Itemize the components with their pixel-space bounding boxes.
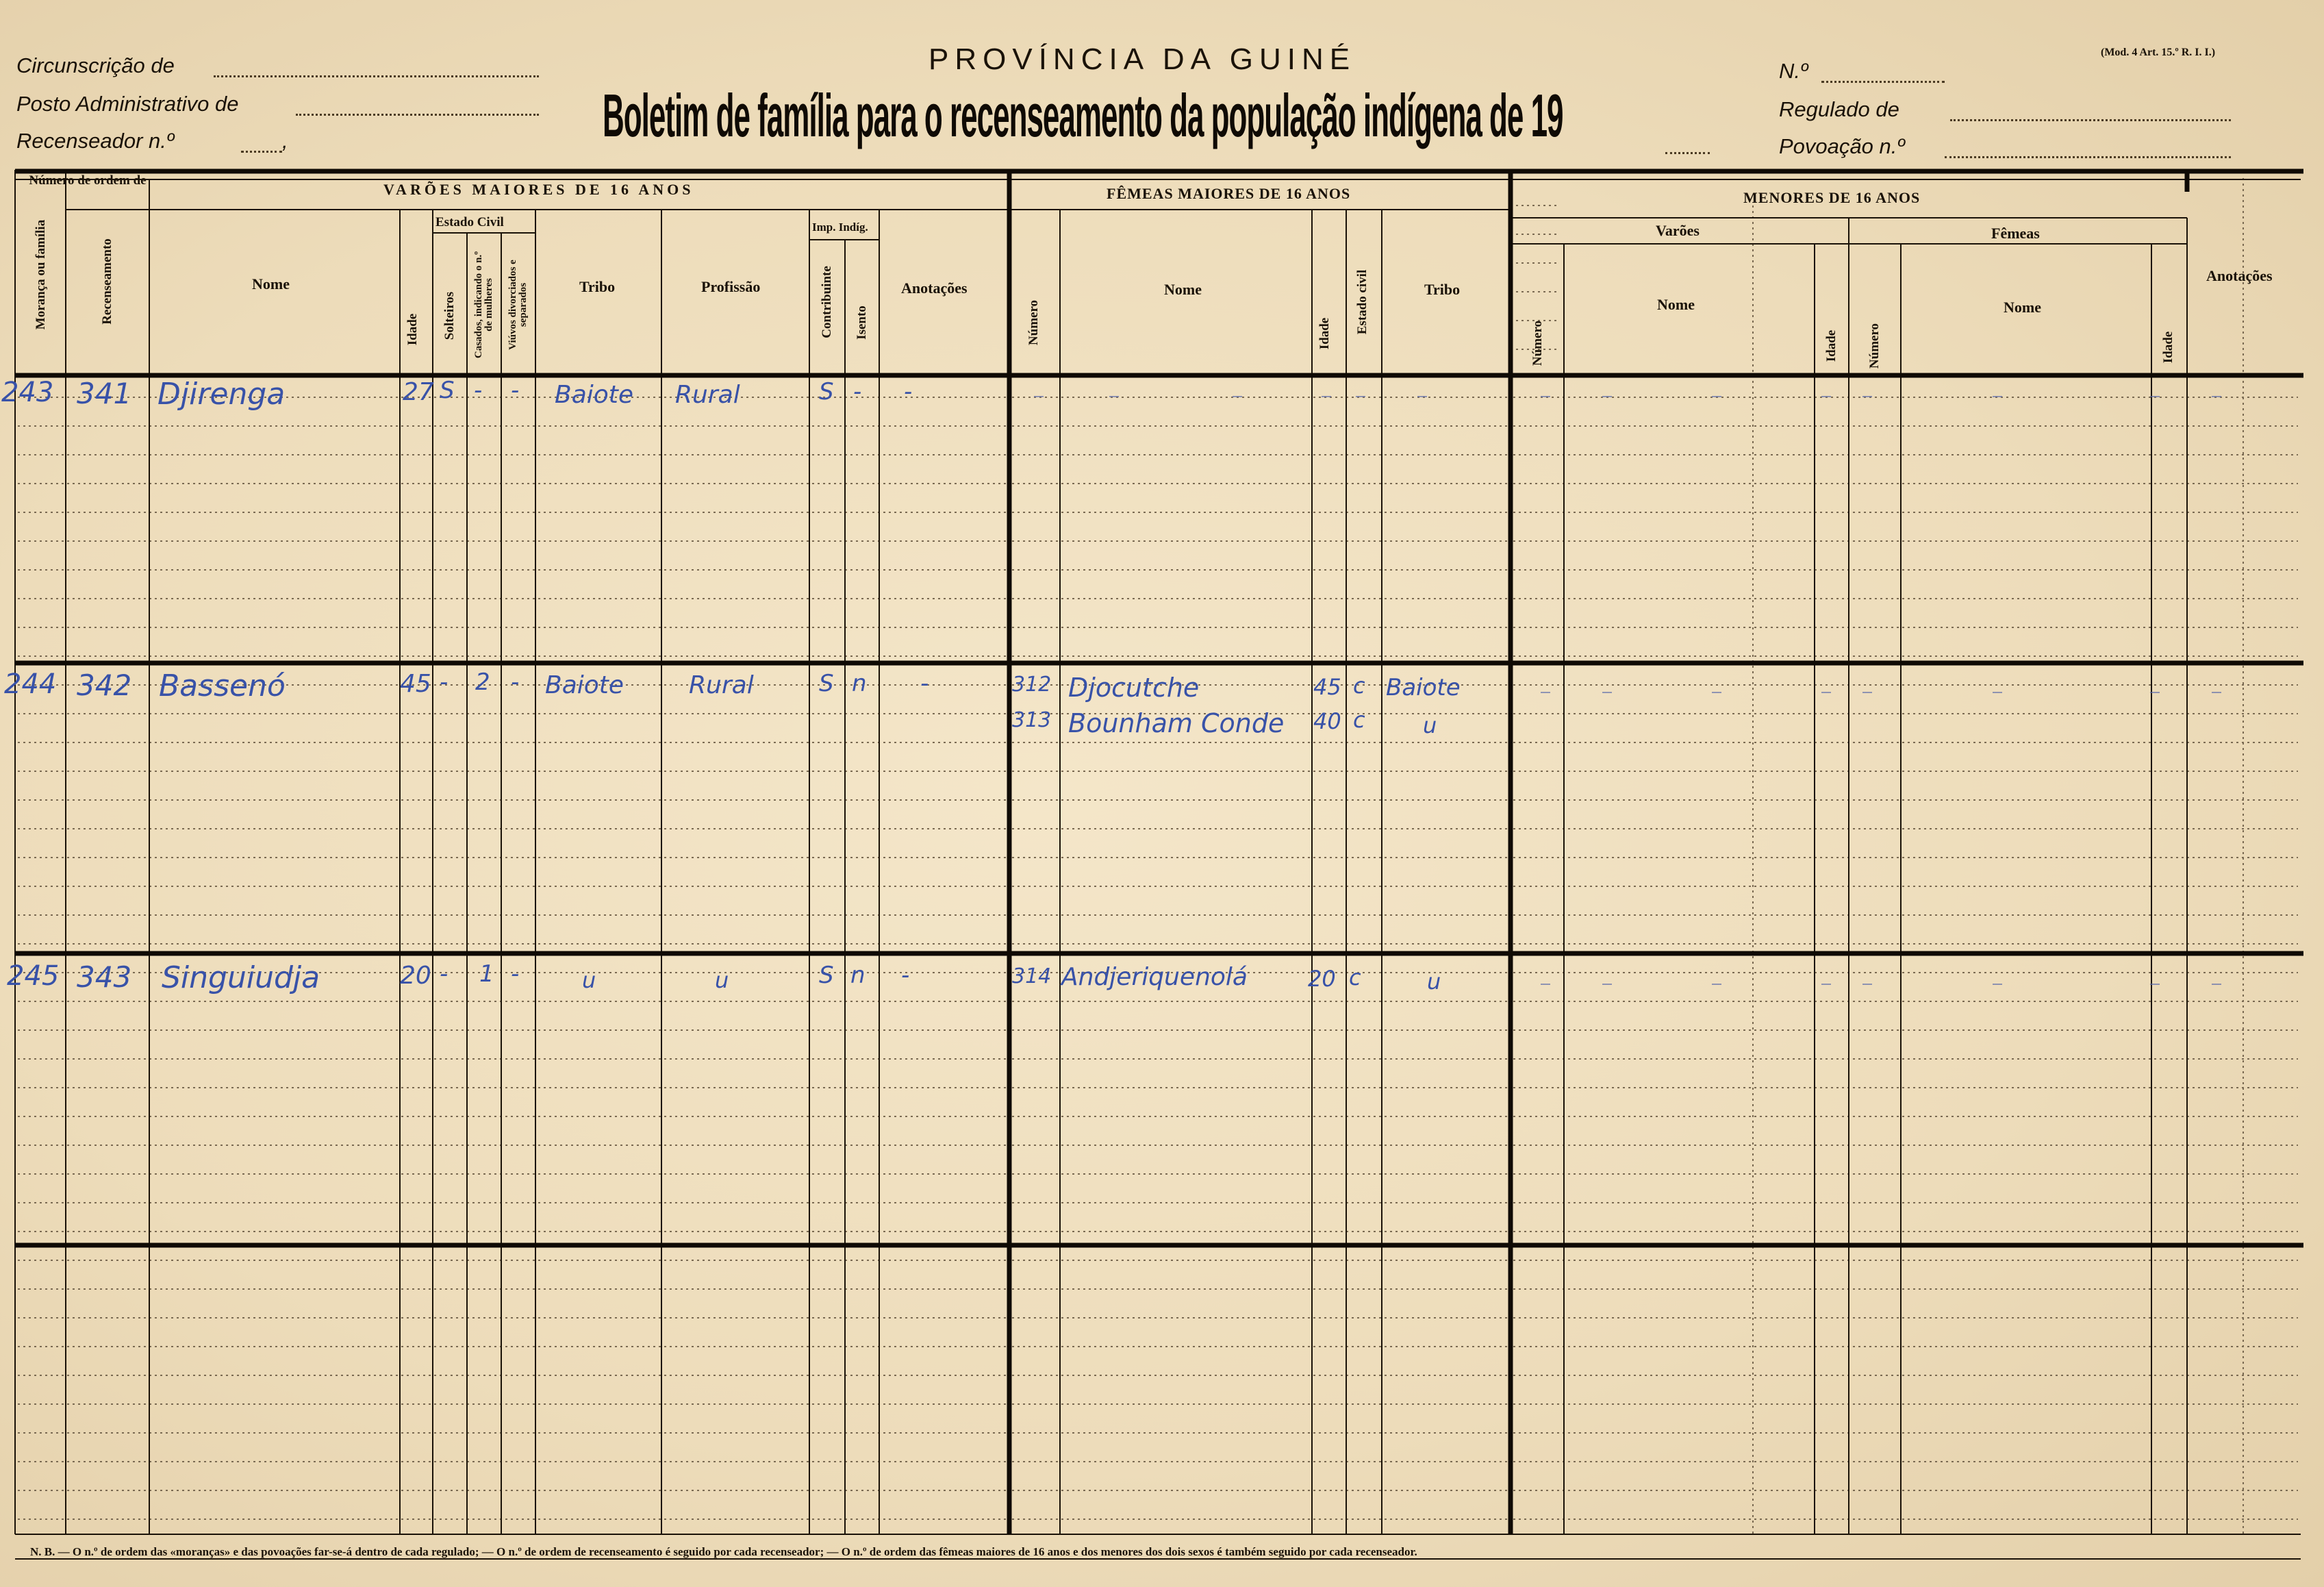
- blank-dash-mark: [1541, 692, 1550, 693]
- row-profissao[interactable]: Rural: [675, 381, 740, 409]
- row-tribo[interactable]: Baiote: [545, 671, 624, 699]
- row-contribuinte[interactable]: S: [819, 378, 834, 405]
- row-profissao[interactable]: u: [715, 967, 729, 993]
- row-viuvos[interactable]: -: [511, 668, 520, 696]
- row-casados[interactable]: 1: [479, 960, 494, 988]
- province-title: PROVÍNCIA DA GUINÉ: [929, 42, 1356, 76]
- footnote: N. B. — O n.º de ordem das «moranças» e das povoações far-se-á dentro de cada regulado; — O n.º de ordem de recenseamento é seguido por cada recenseador; — O n.º de ordem das fêmeas maiores de 16 anos e dos menores dos dois sexos é também seguido por cada recenseador.: [30, 1545, 1417, 1558]
- row-idade[interactable]: 45: [400, 670, 431, 698]
- numero-label: N.º: [1779, 59, 1808, 83]
- moranca-header: Morança ou família: [34, 219, 48, 330]
- contribuinte-header: Contribuinte: [820, 266, 834, 338]
- row-viuvos[interactable]: -: [511, 377, 520, 404]
- row-moranca[interactable]: 245: [7, 960, 60, 992]
- recenseador-sep: ,: [282, 129, 288, 153]
- row-contribuinte[interactable]: S: [819, 670, 834, 697]
- blank-dash-mark: [1862, 396, 1872, 397]
- blank-dash-mark: [1862, 692, 1872, 693]
- blank-dash-mark: [2212, 984, 2221, 985]
- female-estado[interactable]: c: [1353, 673, 1365, 699]
- femeas-numero-header: Número: [1026, 299, 1041, 346]
- blank-dash-mark: [1602, 396, 1612, 397]
- recenseamento-header: Recenseamento: [100, 238, 114, 325]
- female-numero[interactable]: 313: [1012, 708, 1052, 732]
- female-idade[interactable]: 20: [1308, 966, 1336, 992]
- blank-dash-mark: [2212, 396, 2221, 397]
- circunscricao-label: Circunscrição de: [16, 53, 175, 77]
- blank-dash-mark: [1233, 396, 1242, 397]
- blank-dash-mark: [1109, 396, 1119, 397]
- isento-header: Isento: [855, 305, 869, 340]
- blank-dash-mark: [1821, 396, 1831, 397]
- anotacoes-final-header: Anotações: [2206, 267, 2273, 284]
- female-numero[interactable]: 314: [1012, 964, 1052, 988]
- menores-femeas-nome-header: Nome: [2004, 299, 2041, 316]
- model-reference: (Mod. 4 Art. 15.º R. I. I.): [2101, 47, 2216, 58]
- imp-indig-header: Imp. Indíg.: [812, 221, 868, 234]
- female-nome[interactable]: Andjeriquenolá: [1061, 963, 1248, 991]
- femeas-group-header: FÊMEAS MAIORES DE 16 ANOS: [1107, 185, 1351, 202]
- blank-dash-mark: [1034, 396, 1044, 397]
- tribo-header: Tribo: [579, 278, 616, 295]
- female-tribo[interactable]: u: [1423, 712, 1437, 738]
- row-tribo[interactable]: Baiote: [555, 381, 634, 409]
- blank-dash-mark: [1602, 692, 1612, 693]
- casados-header: Casados, indicando o n.º de mulheres: [473, 251, 494, 359]
- menores-varoes-nome-header: Nome: [1657, 296, 1695, 313]
- blank-dash-mark: [1541, 396, 1550, 397]
- female-estado[interactable]: c: [1349, 964, 1361, 990]
- menores-femeas-header: Fêmeas: [1991, 225, 2040, 242]
- blank-dash-mark: [2150, 984, 2160, 985]
- female-idade[interactable]: 40: [1313, 708, 1341, 734]
- menores-varoes-numero-header: Número: [1530, 320, 1545, 366]
- menores-group-header: MENORES DE 16 ANOS: [1743, 189, 1921, 206]
- idade-header: Idade: [405, 313, 420, 346]
- solteiros-header: Solteiros: [442, 291, 457, 340]
- row-nome[interactable]: Bassenó: [159, 668, 286, 703]
- femeas-estado-header: Estado civil: [1355, 269, 1369, 335]
- profissao-header: Profissão: [701, 278, 761, 295]
- estado-civil-header: Estado Civil: [435, 215, 504, 229]
- row-anotacoes[interactable]: -: [901, 962, 910, 989]
- row-moranca[interactable]: 244: [4, 668, 57, 700]
- regulado-label: Regulado de: [1779, 97, 1899, 121]
- menores-femeas-numero-header: Número: [1867, 323, 1882, 369]
- row-nome[interactable]: Djirenga: [157, 377, 286, 412]
- row-isento[interactable]: -: [853, 378, 862, 405]
- blank-dash-mark: [1862, 984, 1872, 985]
- varoes-group-header: VARÕES MAIORES DE 16 ANOS: [383, 181, 694, 198]
- row-recenseamento[interactable]: 342: [77, 668, 132, 702]
- blank-dash-mark: [1712, 692, 1721, 693]
- blank-dash-mark: [1993, 984, 2002, 985]
- blank-dash-mark: [1541, 984, 1550, 985]
- posto-label: Posto Administrativo de: [16, 92, 239, 116]
- row-anotacoes[interactable]: -: [920, 670, 929, 697]
- blank-dash-mark: [1602, 984, 1612, 985]
- row-isento[interactable]: n: [850, 962, 866, 989]
- row-anotacoes[interactable]: -: [904, 378, 913, 405]
- blank-dash-mark: [2212, 692, 2221, 693]
- row-contribuinte[interactable]: S: [819, 962, 834, 989]
- female-nome[interactable]: Bounham Conde: [1068, 708, 1285, 738]
- form-title: Boletim de família para o recenseamento da população indígena de 19: [603, 82, 1563, 149]
- female-tribo[interactable]: u: [1427, 969, 1441, 995]
- menores-femeas-idade-header: Idade: [2161, 331, 2175, 364]
- row-tribo[interactable]: u: [582, 967, 596, 993]
- blank-dash-mark: [2150, 692, 2160, 693]
- female-idade[interactable]: 45: [1313, 674, 1341, 700]
- blank-dash-mark: [1712, 396, 1721, 397]
- row-profissao[interactable]: Rural: [689, 671, 754, 699]
- row-nome[interactable]: Singuiudja: [162, 960, 320, 995]
- blank-dash-mark: [1821, 692, 1831, 693]
- femeas-idade-header: Idade: [1317, 317, 1332, 350]
- povoacao-label: Povoação n.º: [1779, 134, 1905, 158]
- viuvos-header: Viúvos divorciados e separados: [507, 260, 529, 350]
- row-recenseamento[interactable]: 341: [77, 377, 132, 410]
- blank-dash-mark: [1417, 396, 1427, 397]
- row-viuvos[interactable]: -: [511, 960, 520, 988]
- blank-dash-mark: [1993, 692, 2002, 693]
- row-isento[interactable]: n: [852, 670, 867, 697]
- blank-dash-mark: [1322, 396, 1331, 397]
- nome-header: Nome: [252, 275, 290, 292]
- femeas-tribo-header: Tribo: [1424, 281, 1461, 298]
- anotacoes-header: Anotações: [901, 279, 968, 297]
- row-moranca[interactable]: 243: [1, 377, 54, 408]
- female-numero[interactable]: 312: [1012, 673, 1052, 697]
- row-solteiros[interactable]: S: [440, 377, 455, 404]
- blank-dash-mark: [1821, 984, 1831, 985]
- blank-dash-mark: [1712, 984, 1721, 985]
- female-nome[interactable]: Djocutche: [1068, 673, 1200, 703]
- row-solteiros[interactable]: -: [440, 668, 449, 696]
- blank-dash-mark: [2150, 396, 2160, 397]
- menores-varoes-header: Varões: [1656, 222, 1700, 239]
- numero-ordem-header: Número de ordem de: [29, 173, 147, 188]
- female-tribo[interactable]: Baiote: [1386, 674, 1461, 701]
- femeas-nome-header: Nome: [1164, 281, 1202, 298]
- blank-dash-mark: [1993, 396, 2002, 397]
- row-idade[interactable]: 27: [403, 378, 434, 406]
- blank-dash-mark: [1356, 396, 1365, 397]
- row-casados[interactable]: 2: [475, 668, 490, 696]
- row-solteiros[interactable]: -: [440, 960, 449, 988]
- female-estado[interactable]: c: [1353, 707, 1365, 733]
- row-recenseamento[interactable]: 343: [77, 960, 132, 994]
- row-casados[interactable]: -: [474, 377, 483, 404]
- row-idade[interactable]: 20: [400, 962, 431, 990]
- recenseador-label: Recenseador n.º: [16, 129, 175, 153]
- menores-varoes-idade-header: Idade: [1824, 329, 1839, 362]
